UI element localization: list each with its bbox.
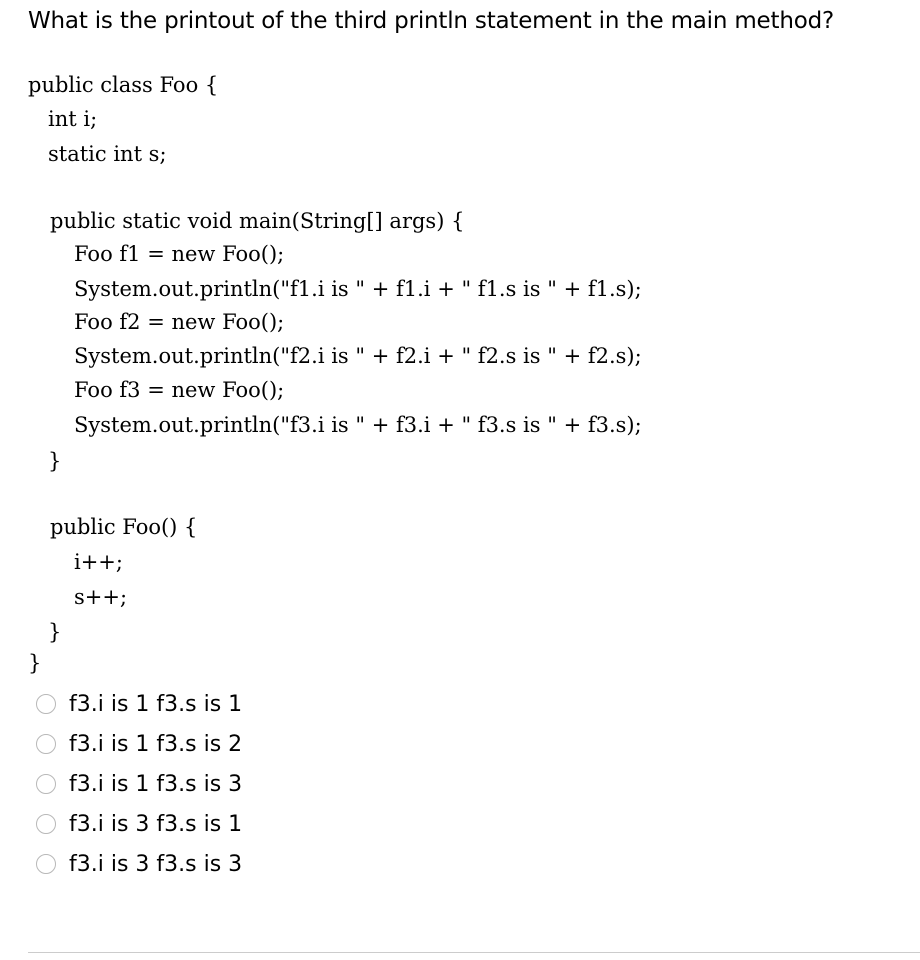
- question-text: What is the printout of the third println statement in the main method?: [28, 8, 834, 34]
- code-line: int i;: [48, 107, 98, 131]
- code-line: public class Foo {: [28, 73, 219, 97]
- answer-option-label: f3.i is 1 f3.s is 2: [69, 731, 243, 757]
- radio-button-3[interactable]: [36, 774, 56, 794]
- answer-option-label: f3.i is 3 f3.s is 3: [69, 851, 243, 877]
- code-line: System.out.println("f1.i is " + f1.i + " f1.s is " + f1.s);: [74, 277, 642, 301]
- answer-option-label: f3.i is 1 f3.s is 1: [69, 691, 243, 717]
- answer-options: [36, 684, 242, 884]
- answer-option-3[interactable]: [36, 764, 242, 804]
- code-line: Foo f3 = new Foo();: [74, 378, 285, 402]
- code-line: i++;: [74, 550, 123, 574]
- bottom-divider: [28, 952, 920, 953]
- code-line: }: [48, 449, 62, 473]
- code-line: Foo f2 = new Foo();: [74, 310, 285, 334]
- code-line: }: [28, 651, 42, 675]
- radio-button-1[interactable]: [36, 694, 56, 714]
- answer-option-2[interactable]: [36, 724, 242, 764]
- code-line: System.out.println("f2.i is " + f2.i + " f2.s is " + f2.s);: [74, 344, 642, 368]
- code-line: public static void main(String[] args) {: [50, 209, 465, 233]
- code-line: System.out.println("f3.i is " + f3.i + " f3.s is " + f3.s);: [74, 413, 642, 437]
- code-line: s++;: [74, 585, 128, 609]
- answer-option-1[interactable]: [36, 684, 242, 724]
- code-line: }: [48, 620, 62, 644]
- radio-button-2[interactable]: [36, 734, 56, 754]
- answer-option-label: f3.i is 1 f3.s is 3: [69, 771, 243, 797]
- code-line: public Foo() {: [50, 515, 198, 539]
- radio-button-5[interactable]: [36, 854, 56, 874]
- radio-button-4[interactable]: [36, 814, 56, 834]
- answer-option-label: f3.i is 3 f3.s is 1: [69, 811, 243, 837]
- answer-option-4[interactable]: [36, 804, 242, 844]
- code-line: Foo f1 = new Foo();: [74, 242, 285, 266]
- code-line: static int s;: [48, 142, 167, 166]
- answer-option-5[interactable]: [36, 844, 242, 884]
